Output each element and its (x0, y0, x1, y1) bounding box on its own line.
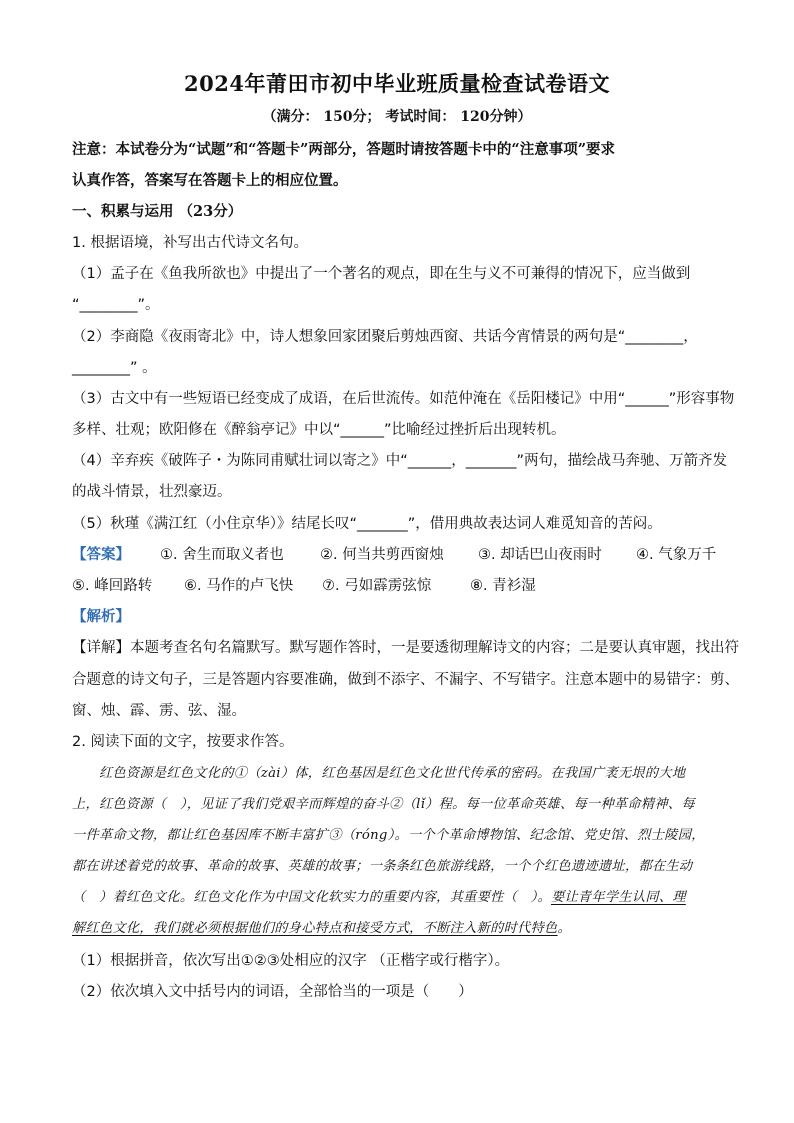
q1-stem: 1. 根据语境，补写出古代诗文名句。 (72, 235, 308, 251)
answer-item: ①. 舍生而取义者也 (160, 547, 284, 563)
q1-part3-line2: 多样、壮观；欧阳修在《醉翁亭记》中以“______”比喻经过挫折后出现转机。 (72, 422, 566, 438)
detail-line-1: 【详解】本题考查名句名篇默写。默写题作答时，一是要透彻理解诗文的内容；二是要认真审题，找出符 (72, 640, 739, 656)
detail-line-2: 合题意的诗文句子，三是答题内容要准确，做到不添字、不漏字、不写错字。注意本题中的易错字：剪、 (72, 672, 739, 688)
underlined-sentence-part-2: 解红色文化，我们就必须根据他们的身心特点和接受方式，不断注入新的时代特色 (72, 921, 558, 936)
q1-part2-line1: （2）李商隐《夜雨寄北》中，诗人想象回家团聚后剪烛西窗、共话今宵情景的两句是“________， (72, 329, 698, 345)
detail-line-3: 窗、烛、霹、雳、弦、湿。 (72, 703, 246, 719)
answer-item: ④. 气象万千 (636, 547, 717, 563)
q1-part4-line2: 的战斗情景，壮烈豪迈。 (72, 484, 232, 500)
answer-item: ②. 何当共剪西窗烛 (320, 547, 444, 563)
passage-line-6 (72, 919, 732, 939)
answer-item: ⑤. 峰回路转 (72, 578, 153, 594)
answer-item: ⑦. 弓如霹雳弦惊 (322, 578, 432, 594)
q1-part5: （5）秋瑾《满江红（小住京华）》结尾长叹“_______”，借用典故表达词人难觅知音的苦闷。 (72, 516, 662, 532)
answer-label: 【答案】 (72, 547, 130, 563)
q1-part1-line2: “________”。 (72, 297, 160, 313)
q1-part2-line2: ________” 。 (72, 360, 157, 376)
notice-line-2: 认真作答，答案写在答题卡上的相应位置。 (72, 172, 348, 189)
passage-line-2: 上，红色资源（ ），见证了我们党艰辛而辉煌的奋斗②（lǐ）程。每一位革命英雄、每一种革命精神、每 (72, 797, 695, 812)
answer-item: ③. 却话巴山夜雨时 (478, 547, 602, 563)
answer-item: ⑧. 青衫湿 (470, 578, 536, 594)
passage-end: 。 (557, 921, 572, 936)
q2-stem: 2. 阅读下面的文字，按要求作答。 (72, 734, 294, 750)
exam-info: （满分： 150分； 考试时间： 120分钟） (262, 109, 532, 125)
page-title: 2024年莆田市初中毕业班质量检查试卷语文 (184, 71, 610, 96)
q2-sub1: （1）根据拼音，依次写出①②③处相应的汉字 （正楷字或行楷字）。 (72, 953, 510, 969)
q1-part4-line1: （4）辛弃疾《破阵子・为陈同甫赋壮词以寄之》中“______，_______”两句，描绘战马奔驰、万箭齐发 (72, 453, 727, 469)
notice-line-1: 注意：本试卷分为“试题”和“答题卡”两部分，答题时请按答题卡中的“注意事项”要求 (72, 141, 616, 158)
q1-part3-line1: （3）古文中有一些短语已经变成了成语，在后世流传。如范仲淹在《岳阳楼记》中用“______”形容事物 (72, 391, 735, 407)
q1-part1-line1: （1）孟子在《鱼我所欲也》中提出了一个著名的观点，即在生与义不可兼得的情况下，应当做到 (72, 266, 691, 282)
analysis-label: 【解析】 (72, 608, 130, 625)
q2-sub2: （2）依次填入文中括号内的词语，全部恰当的一项是（ ） (72, 984, 473, 1000)
underlined-sentence-part-1: 要让青年学生认同、理 (550, 890, 686, 905)
passage-line-5 (72, 888, 732, 908)
passage-text: （ ）着红色文化。红色文化作为中国文化软实力的重要内容，其重要性（ ）。 (72, 890, 551, 905)
passage-line-1: 红色资源是红色文化的①（zài）体，红色基因是红色文化世代传承的密码。在我国广袤无垠的大地 (72, 766, 686, 781)
passage-line-3: 一件革命文物，都让红色基因库不断丰富扩③（róng）。一个个革命博物馆、纪念馆、党史馆、烈士陵园， (72, 828, 705, 843)
answer-item: ⑥. 马作的卢飞快 (184, 578, 294, 594)
section-heading: 一、积累与运用 （23分） (72, 203, 243, 220)
passage-line-4: 都在讲述着党的故事、革命的故事、英雄的故事；一条条红色旅游线路，一个个红色遗迹遗址，都在生动 (72, 859, 693, 874)
